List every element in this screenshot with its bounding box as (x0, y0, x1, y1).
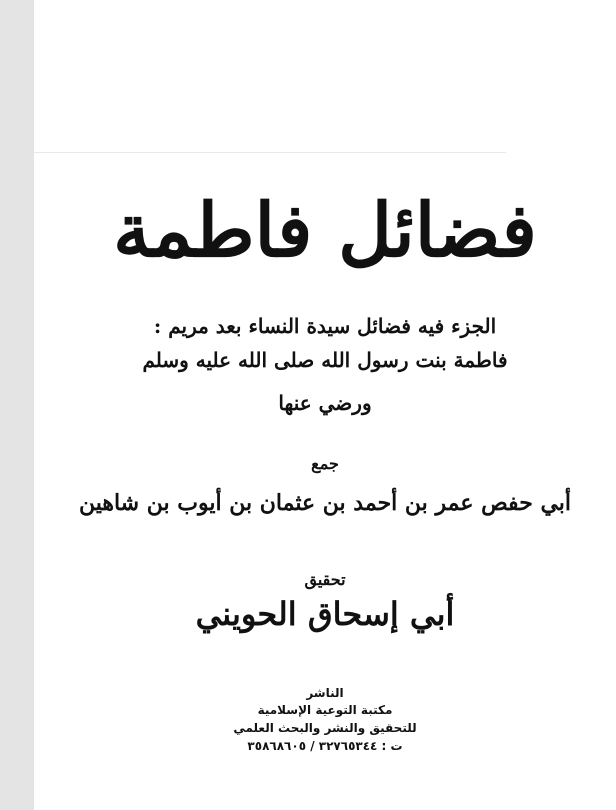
subtitle-line-2: فاطمة بنت رسول الله صلى الله عليه وسلم (142, 348, 508, 372)
book-title: فضائل فاطمة (113, 188, 537, 274)
publisher-phone: ت : ٣٢٧٦٥٣٤٤ / ٣٥٨٦٨٦٠٥ (247, 739, 403, 753)
subtitle-line-1: الجزء فيه فضائل سيدة النساء بعد مريم : (153, 314, 497, 338)
publisher-description: للتحقيق والنشر والبحث العلمي (233, 721, 417, 735)
title-page (34, 0, 616, 810)
edited-by-label: تحقيق (304, 570, 346, 589)
author-name: أبي حفص عمر بن أحمد بن عثمان بن أيوب بن شاهين (78, 490, 572, 516)
subtitle-line-3: ورضي عنها (278, 391, 372, 415)
scan-margin-strip (0, 0, 34, 810)
publisher-label: الناشر (306, 686, 344, 700)
compiled-by-label: جمع (311, 454, 339, 473)
publisher-name: مكتبة التوعية الإسلامية (257, 703, 393, 717)
editor-name: أبي إسحاق الحويني (195, 595, 455, 633)
